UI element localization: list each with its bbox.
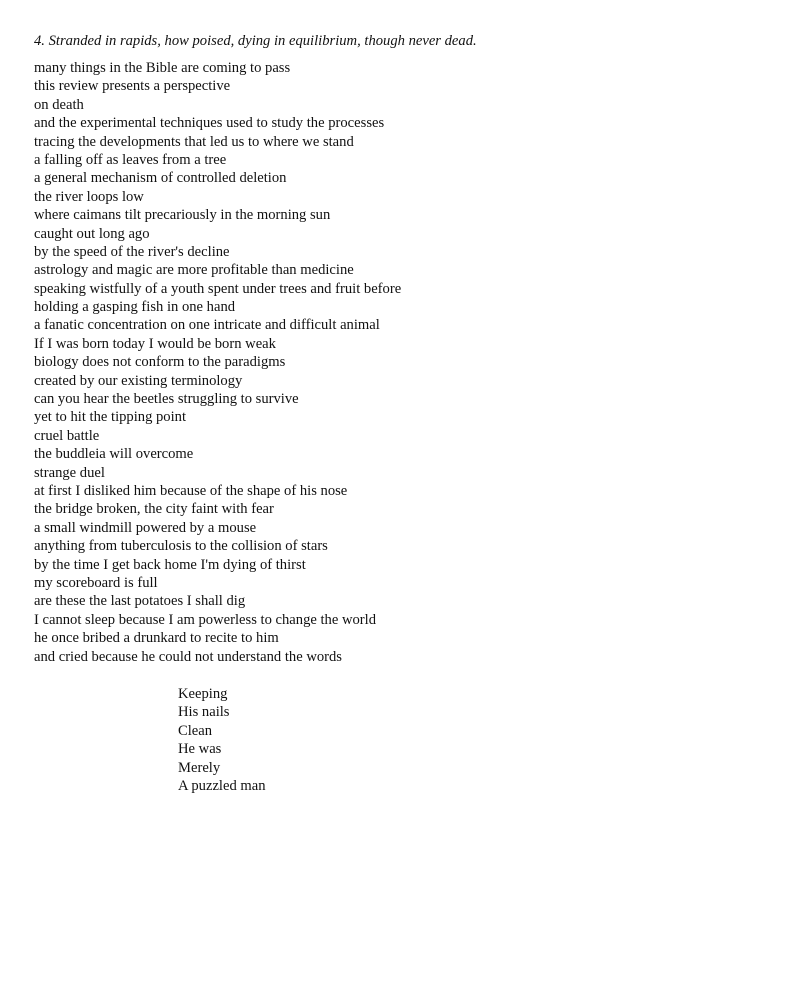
poem-line: by the time I get back home I'm dying of thirst	[34, 556, 306, 573]
poem-line: a general mechanism of controlled deletion	[34, 170, 287, 187]
poem-line: this review presents a perspective	[34, 78, 231, 95]
poem-line: he once bribed a drunkard to recite to him	[34, 630, 279, 647]
poem-title: 4. Stranded in rapids, how poised, dying in equilibrium, though never dead.	[34, 33, 477, 49]
poem-line: strange duel	[34, 464, 105, 481]
poem-body	[34, 59, 401, 666]
poem-line: my scoreboard is full	[34, 574, 158, 591]
coda-line: Merely	[178, 759, 221, 776]
poem-line: holding a gasping fish in one hand	[34, 299, 236, 316]
coda-line: Clean	[178, 722, 213, 739]
poem-line: where caimans tilt precariously in the morning sun	[34, 207, 331, 224]
poem-line: are these the last potatoes I shall dig	[34, 593, 246, 610]
poem-line: a falling off as leaves from a tree	[34, 151, 227, 168]
poem-line: and the experimental techniques used to study the processes	[34, 115, 385, 132]
poem-line: can you hear the beetles struggling to survive	[34, 391, 299, 408]
coda-line: His nails	[178, 704, 230, 721]
poem-line: biology does not conform to the paradigms	[34, 354, 286, 371]
poem-line: caught out long ago	[34, 225, 150, 242]
poem-line: I cannot sleep because I am powerless to change the world	[34, 611, 377, 628]
coda-line: Keeping	[178, 686, 228, 702]
poem-line: on death	[34, 96, 84, 113]
poem-line: at first I disliked him because of the shape of his nose	[34, 482, 348, 499]
poem-line: astrology and magic are more profitable than medicine	[34, 262, 354, 279]
poem-line: If I was born today I would be born weak	[34, 335, 276, 352]
poem-line: created by our existing terminology	[34, 372, 243, 389]
poem-line: speaking wistfully of a youth spent under trees and fruit before	[34, 280, 402, 297]
poem-line: the buddleia will overcome	[34, 446, 194, 463]
poem-line: tracing the developments that led us to where we stand	[34, 133, 354, 150]
poem-line: yet to hit the tipping point	[34, 409, 187, 426]
poem-line: cruel battle	[34, 427, 100, 444]
poem-line: a small windmill powered by a mouse	[34, 519, 257, 536]
coda-line: He was	[178, 741, 222, 758]
poem-line: the river loops low	[34, 188, 144, 205]
coda-line: A puzzled man	[178, 777, 266, 794]
poem-coda	[178, 685, 266, 795]
poem-line: many things in the Bible are coming to pass	[34, 60, 291, 76]
poem-line: a fanatic concentration on one intricate and difficult animal	[34, 317, 380, 334]
poem-line: the bridge broken, the city faint with fear	[34, 501, 274, 518]
poem-line: anything from tuberculosis to the collision of stars	[34, 538, 328, 555]
poem-line: by the speed of the river's decline	[34, 243, 230, 260]
poem-line: and cried because he could not understand the words	[34, 648, 342, 665]
